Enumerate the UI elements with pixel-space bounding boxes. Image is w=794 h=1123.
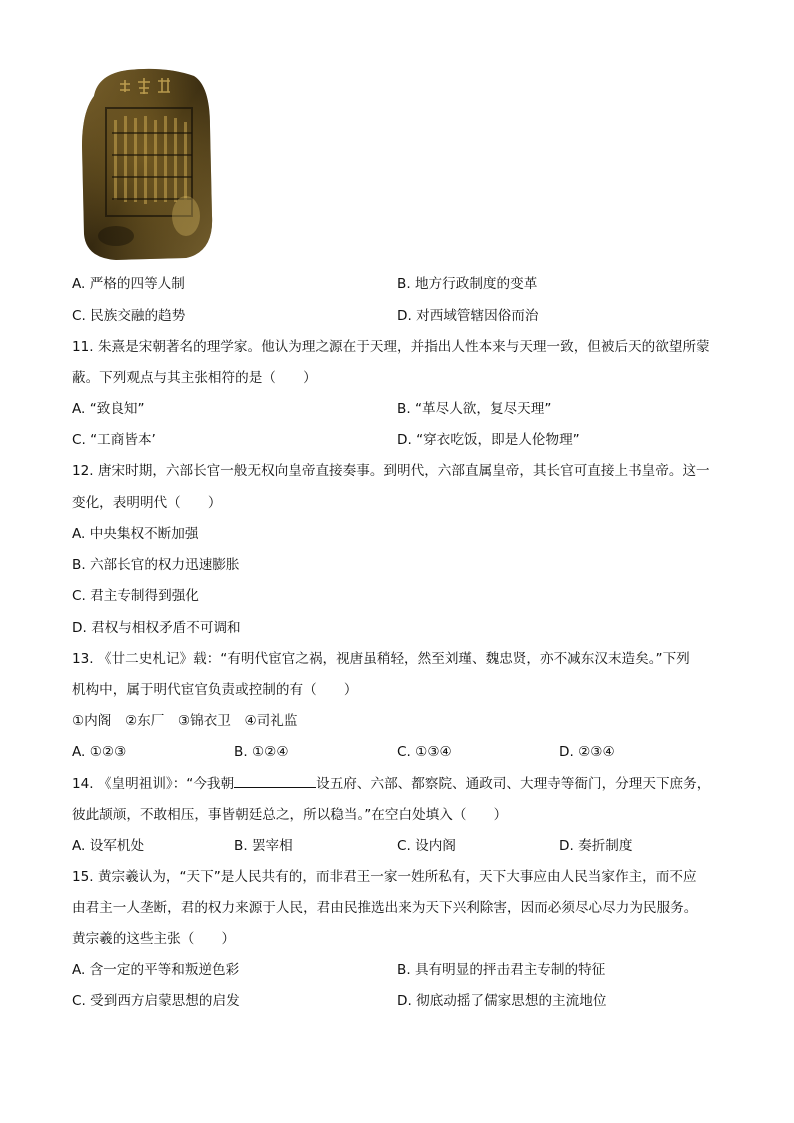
q13-option-c[interactable]: C. ①③④ — [397, 744, 452, 760]
q13-choices-list: ①内阁 ②东厂 ③锦衣卫 ④司礼监 — [72, 713, 298, 729]
q12-stem-line-2: 变化，表明明代（ ） — [72, 495, 222, 511]
q14-stem-after-blank: 设五府、六部、都察院、通政司、大理寺等衙门，分理天下庶务， — [316, 776, 711, 792]
q15-option-c[interactable]: C. 受到西方启蒙思想的启发 — [72, 993, 240, 1009]
q14-option-c[interactable]: C. 设内阁 — [397, 838, 456, 854]
q11-stem-line-1: 11. 朱熹是宋朝著名的理学家。他认为理之源在于天理，并指出人性本来与天理一致，但被后天的欲望所蒙 — [72, 339, 710, 355]
q14-stem-line-1 — [72, 773, 710, 794]
q13-option-a[interactable]: A. ①②③ — [72, 744, 127, 760]
q15-option-b[interactable]: B. 具有明显的抨击君主专制的特征 — [397, 962, 606, 978]
q13-stem-line-2: 机构中，属于明代宦官负责或控制的有（ ） — [72, 682, 358, 698]
historical-tablet-image — [76, 66, 216, 262]
q12-option-b[interactable]: B. 六部长官的权力迅速膨胀 — [72, 557, 240, 573]
q11-option-a[interactable]: A. “致良知” — [72, 401, 145, 417]
q14-stem-before-blank: 14. 《皇明祖训》：“今我朝 — [72, 776, 235, 792]
q10-option-b[interactable]: B. 地方行政制度的变革 — [397, 276, 538, 292]
q10-option-d[interactable]: D. 对西域管辖因俗而治 — [397, 308, 539, 324]
q13-option-b[interactable]: B. ①②④ — [234, 744, 289, 760]
q10-option-a[interactable]: A. 严格的四等人制 — [72, 276, 185, 292]
q11-stem-line-2: 蔽。下列观点与其主张相符的是（ ） — [72, 370, 317, 386]
q15-stem-line-2: 由君主一人垄断，君的权力来源于人民，君由民推选出来为天下兴利除害，因而必须尽心尽力为民服务。 — [72, 900, 698, 916]
q11-option-b[interactable]: B. “革尽人欲，复尽天理” — [397, 401, 552, 417]
q10-option-c[interactable]: C. 民族交融的趋势 — [72, 308, 186, 324]
q14-stem-line-2: 彼此颉颃，不敢相压，事皆朝廷总之，所以稳当。”在空白处填入（ ） — [72, 807, 508, 823]
q12-option-a[interactable]: A. 中央集权不断加强 — [72, 526, 199, 542]
q15-option-d[interactable]: D. 彻底动摇了儒家思想的主流地位 — [397, 993, 607, 1009]
q14-option-d[interactable]: D. 奏折制度 — [559, 838, 633, 854]
q14-option-a[interactable]: A. 设军机处 — [72, 838, 145, 854]
q14-fill-blank — [234, 773, 316, 788]
q14-option-b[interactable]: B. 罢宰相 — [234, 838, 293, 854]
q12-option-d[interactable]: D. 君权与相权矛盾不可调和 — [72, 620, 241, 636]
q15-stem-line-3: 黄宗羲的这些主张（ ） — [72, 931, 236, 947]
q15-stem-line-1: 15. 黄宗羲认为，“天下”是人民共有的，而非君王一家一姓所私有，天下大事应由人民当家作主，而不应 — [72, 869, 697, 885]
q13-option-d[interactable]: D. ②③④ — [559, 744, 615, 760]
q12-option-c[interactable]: C. 君主专制得到强化 — [72, 588, 199, 604]
q11-option-c[interactable]: C. “工商皆本’ — [72, 432, 156, 448]
q13-stem-line-1: 13. 《廿二史札记》载：“有明代宦官之祸，视唐虽稍轻，然至刘瑾、魏忠贤，亦不减东汉末造矣。”下列 — [72, 651, 690, 667]
q11-option-d[interactable]: D. “穿衣吃饭，即是人伦物理” — [397, 432, 580, 448]
q15-option-a[interactable]: A. 含一定的平等和叛逆色彩 — [72, 962, 240, 978]
q12-stem-line-1: 12. 唐宋时期，六部长官一般无权向皇帝直接奏事。到明代，六部直属皇帝，其长官可直接上书皇帝。这一 — [72, 463, 710, 479]
